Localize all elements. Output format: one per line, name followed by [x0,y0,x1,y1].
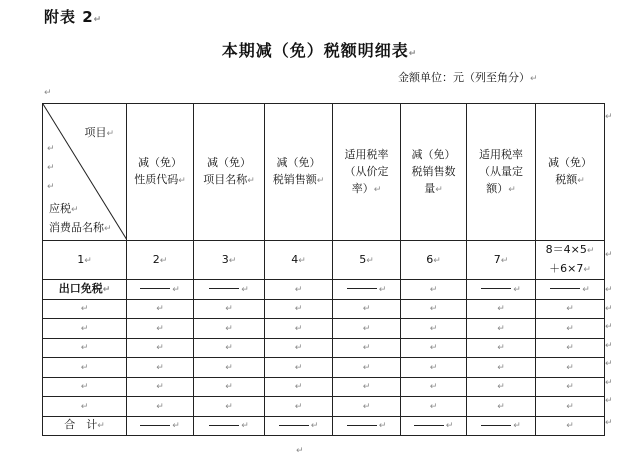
row-end-mark: ↵ [605,285,613,295]
empty-cell: ↵ [401,338,467,358]
empty-cell: ↵ [265,299,333,319]
empty-cell: ↵ [127,397,194,417]
empty-cell: ↵ [467,397,536,417]
column-header: 减（免） 税销售数 量↵ [401,104,467,241]
dash-cell: ↵ [467,416,536,436]
diagonal-paragraph-marks: ↵ ↵ ↵ [47,144,55,192]
empty-cell: ↵ [467,377,536,397]
dash-cell: ↵ [194,416,265,436]
empty-cell: ↵ [194,338,265,358]
empty-cell: ↵ [127,358,194,378]
row-end-mark: ↵ [605,359,613,369]
column-number: 7↵ [467,241,536,280]
empty-cell: ↵ [536,377,605,397]
diagonal-header-cell [43,104,127,241]
empty-cell: ↵ [467,338,536,358]
dash-cell: ↵ [467,280,536,300]
empty-cell: ↵ [401,377,467,397]
column-header: 减（免） 项目名称↵ [194,104,265,241]
table-row [43,338,605,358]
empty-cell: ↵ [467,358,536,378]
empty-cell: ↵ [333,377,401,397]
empty-cell: ↵ [536,358,605,378]
appendix-label: 附表 2↵ [44,8,103,26]
paragraph-mark: ↵ [296,446,304,456]
column-number: 3↵ [194,241,265,280]
unit-note: 金额单位：元（列至角分）↵ [398,71,538,84]
empty-cell: ↵ [536,397,605,417]
empty-cell: ↵ [536,319,605,339]
header-row [43,104,605,241]
paragraph-mark: ↵ [44,88,52,98]
empty-cell: ↵ [401,280,467,300]
column-header: 减（免） 税销售额↵ [265,104,333,241]
export-row-label: 出口免税↵ [43,280,127,300]
empty-cell: ↵ [333,397,401,417]
empty-cell: ↵ [127,338,194,358]
dash-cell: ↵ [401,416,467,436]
table-row [43,299,605,319]
empty-cell: ↵ [265,280,333,300]
total-row [43,416,605,436]
table-row [43,358,605,378]
table-row [43,377,605,397]
page-title: 本期减（免）税额明细表↵ [221,41,418,60]
diagonal-top-label: 项目↵ [84,126,114,139]
column-number: 5↵ [333,241,401,280]
column-number: 1↵ [43,241,127,280]
empty-cell: ↵ [401,358,467,378]
empty-cell: ↵ [43,299,127,319]
column-header: 适用税率 （从量定 额）↵ [467,104,536,241]
total-row-label: 合 计↵ [43,416,127,436]
diagonal-bottom-label: 应税↵ 消费品名称↵ [49,202,112,234]
empty-cell: ↵ [265,338,333,358]
empty-cell: ↵ [265,319,333,339]
row-end-mark: ↵ [605,378,613,388]
empty-cell: ↵ [194,397,265,417]
empty-cell: ↵ [194,299,265,319]
empty-cell: ↵ [401,397,467,417]
table-row [43,319,605,339]
empty-cell: ↵ [194,377,265,397]
empty-cell: ↵ [333,358,401,378]
empty-cell: ↵ [536,416,605,436]
empty-cell: ↵ [43,338,127,358]
dash-cell: ↵ [127,280,194,300]
empty-cell: ↵ [194,358,265,378]
empty-cell: ↵ [467,319,536,339]
empty-cell: ↵ [265,358,333,378]
table-row [43,397,605,417]
empty-cell: ↵ [401,299,467,319]
empty-cell: ↵ [127,319,194,339]
column-number-row [43,241,605,280]
column-header: 减（免） 性质代码↵ [127,104,194,241]
column-header: 适用税率 （从价定 率）↵ [333,104,401,241]
empty-cell: ↵ [401,319,467,339]
formula-cell: 8＝4×5↵ ＋6×7↵ [536,241,605,280]
empty-cell: ↵ [43,397,127,417]
dash-cell: ↵ [194,280,265,300]
row-end-mark: ↵ [605,341,613,351]
empty-cell: ↵ [43,377,127,397]
empty-cell: ↵ [194,319,265,339]
tax-reduction-table [42,103,605,436]
row-end-mark: ↵ [605,304,613,314]
row-end-mark: ↵ [605,396,613,406]
empty-cell: ↵ [333,338,401,358]
export-row [43,280,605,300]
empty-cell: ↵ [467,299,536,319]
column-number: 6↵ [401,241,467,280]
dash-cell: ↵ [536,280,605,300]
column-number: 4↵ [265,241,333,280]
column-header: 减（免） 税额↵ [536,104,605,241]
empty-cell: ↵ [265,397,333,417]
empty-cell: ↵ [127,299,194,319]
empty-cell: ↵ [536,299,605,319]
row-end-mark: ↵ [605,418,613,428]
dash-cell: ↵ [265,416,333,436]
column-number: 2↵ [127,241,194,280]
row-end-mark: ↵ [605,322,613,332]
dash-cell: ↵ [333,280,401,300]
empty-cell: ↵ [265,377,333,397]
empty-cell: ↵ [43,319,127,339]
empty-cell: ↵ [127,377,194,397]
row-end-mark: ↵ [605,112,613,122]
empty-cell: ↵ [536,338,605,358]
dash-cell: ↵ [333,416,401,436]
empty-cell: ↵ [333,299,401,319]
dash-cell: ↵ [127,416,194,436]
row-end-mark: ↵ [605,250,613,260]
empty-cell: ↵ [43,358,127,378]
empty-cell: ↵ [333,319,401,339]
